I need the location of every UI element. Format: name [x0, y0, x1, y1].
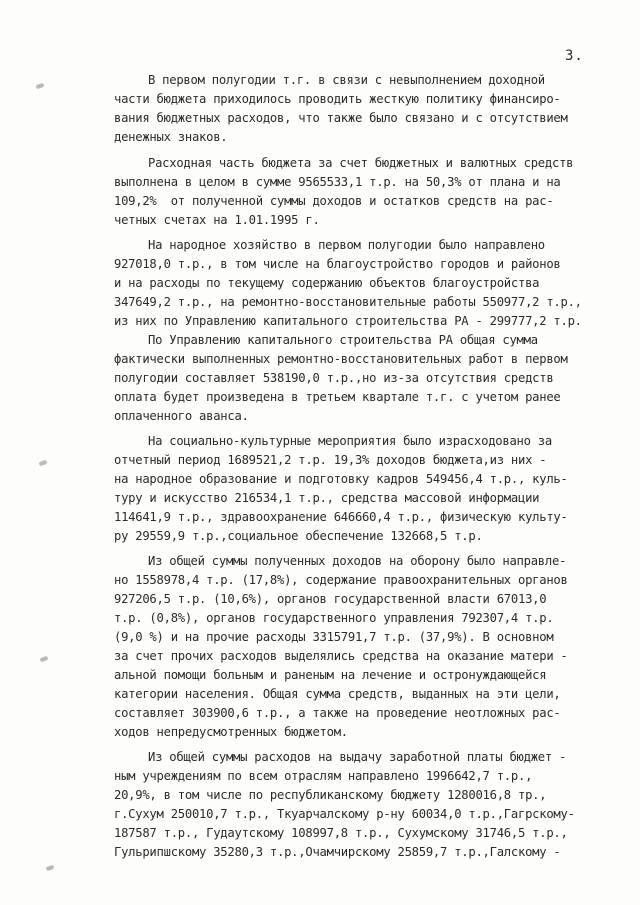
text-line: 109,2% от полученной суммы доходов и остатков средств на рас-	[114, 194, 554, 208]
text-line: 347649,2 т.р., на ремонтно-восстановительные работы 550977,2 т.р.,	[114, 295, 582, 309]
text-line: г.Сухум 250010,7 т.р., Ткуарчалскому р-ну 60034,0 т.р.,Гагрскому-	[114, 807, 575, 821]
text-line: отчетный период 1689521,2 т.р. 19,3% доходов бюджета,из них -	[114, 453, 547, 467]
text-line: Расходная часть бюджета за счет бюджетных и валютных средств	[148, 156, 574, 170]
text-line: альной помощи больным и раненым на лечение и остронуждающейся	[114, 668, 547, 682]
page-number: 3.	[565, 48, 584, 64]
text-line: ходов непредусмотренных бюджетом.	[114, 725, 348, 739]
text-line: части бюджета приходилось проводить жесткую политику финансиро-	[114, 92, 561, 106]
text-line: оплаченного аванса.	[114, 409, 249, 423]
text-line: категории населения. Общая сумма средств, выданных на эти цели,	[114, 687, 561, 701]
text-line: 20,9%, в том числе по республиканскому бюджету 1280016,8 тр.,	[114, 788, 547, 802]
scan-mark	[39, 460, 48, 466]
text-line: денежных знаков.	[114, 130, 228, 144]
text-line: 927206,5 т.р. (10,6%), органов государственной власти 67013,0	[114, 592, 547, 606]
text-line: 187587 т.р., Гудаутскому 108997,8 т.р., Сухумскому 31746,5 т.р.,	[114, 826, 568, 840]
text-line: на народное образование и подготовку кадров 549456,4 т.р., куль-	[114, 472, 568, 486]
text-line: составляет 303900,6 т.р., а также на проведение неотложных рас-	[114, 706, 561, 720]
text-line: полугодии составляет 538190,0 т.р.,но из-за отсутствия средств	[114, 371, 554, 385]
text-line: и на расходы по текущему содержанию объектов благоустройства	[114, 276, 540, 290]
text-line: На социально-культурные мероприятия было израсходовано за	[148, 434, 552, 448]
text-line: четных счетах на 1.01.1995 г.	[114, 213, 320, 227]
text-line: вания бюджетных расходов, что также было связано и с отсутствием	[114, 111, 568, 125]
text-line: из них по Управлению капитального строительства РА - 299777,2 т.р.	[114, 314, 582, 328]
text-line: 114641,9 т.р., здравоохранение 646660,4 т.р., физическую культу-	[114, 510, 568, 524]
text-line: Из общей суммы полученных доходов на оборону было направле-	[148, 554, 567, 568]
text-line: ным учреждениям по всем отраслям направлено 1996642,7 т.р.,	[114, 769, 533, 783]
text-line: туру и искусство 216534,1 т.р., средства массовой информации	[114, 491, 540, 505]
text-line: оплата будет произведена в третьем квартале т.г. с учетом ранее	[114, 390, 561, 404]
text-line: На народное хозяйство в первом полугодии было направлено	[148, 238, 545, 252]
text-line: По Управлению капитального строительства РА общая сумма	[148, 333, 538, 347]
text-line: выполнена в целом в сумме 9565533,1 т.р. на 50,3% от плана и на	[114, 175, 561, 189]
text-line: но 1558978,4 т.р. (17,8%), содержание правоохранительных органов	[114, 573, 568, 587]
text-line: В первом полугодии т.г. в связи с невыполнением доходной	[148, 73, 545, 87]
text-line: фактически выполненных ремонтно-восстановительных работ в первом	[114, 352, 568, 366]
text-line: Из общей суммы расходов на выдачу заработной платы бюджет -	[148, 750, 567, 764]
scan-mark	[36, 83, 45, 89]
text-line: за счет прочих расходов выделялись средства на оказание матери -	[114, 649, 568, 663]
text-line: т.р. (0,8%), органов государственного управления 792307,4 т.р.	[114, 611, 554, 625]
scan-mark	[40, 656, 49, 662]
text-line: Гульрипшскому 35280,3 т.р.,Очамчирскому 25859,7 т.р.,Галскому -	[114, 845, 561, 859]
text-line: (9,0 %) и на прочие расходы 3315791,7 т.р. (37,9%). В основном	[114, 630, 554, 644]
scan-mark	[46, 865, 55, 871]
text-line: ру 29559,9 т.р.,социальное обеспечение 132668,5 т.р.	[114, 529, 483, 543]
text-line: 927018,0 т.р., в том числе на благоустройство городов и районов	[114, 257, 561, 271]
